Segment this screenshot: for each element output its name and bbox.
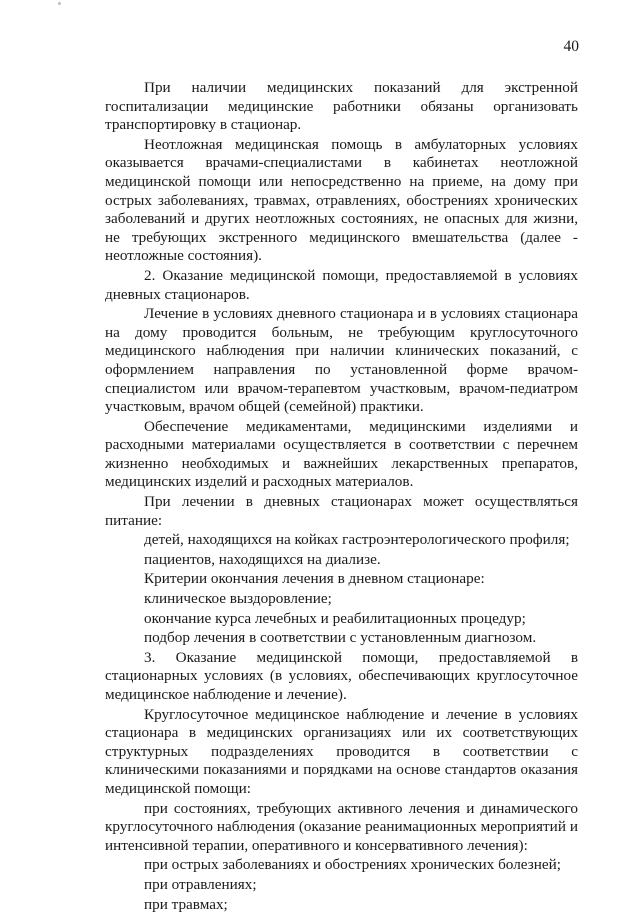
list-item: при травмах;: [144, 895, 228, 913]
list-item: клиническое выздоровление;: [144, 590, 332, 608]
section-heading-paragraph: 2. Оказание медицинской помощи, предоставляемой в условиях дневных стационаров.: [105, 266, 578, 303]
paragraph: Неотложная медицинская помощь в амбулаторных условиях оказывается врачами-специалистами в кабинетах неотложной медицинской помощи или непосредственно на приеме, на дому при острых заболеваниях, травмах, отравлениях, обострениях хронических заболеваний и других неотложных состояниях, не опасных для жизни, не требующих экстренного медицинского вмешательства (далее - неотложные состояния).: [105, 135, 578, 265]
list-item: пациентов, находящихся на диализе.: [144, 550, 381, 568]
paragraph: При лечении в дневных стационарах может осуществляться питание:: [105, 493, 578, 529]
list-item: при отравлениях;: [144, 875, 257, 893]
paragraph: при состояниях, требующих активного лечения и динамического круглосуточного наблюдения (оказание реанимационных мероприятий и интенсивной терапии, оперативного и консервативного лечения):: [105, 799, 578, 854]
list-item: детей, находящихся на койках гастроэнтерологического профиля;: [144, 531, 570, 549]
document-body: [105, 79, 578, 915]
list-item: при острых заболеваниях и обострениях хронических болезней;: [144, 856, 561, 874]
section-heading-paragraph: 3. Оказание медицинской помощи, предоставляемой в стационарных условиях (в условиях, обеспечивающих круглосуточное медицинское наблюдение и лечение).: [105, 648, 578, 703]
paragraph: Обеспечение медикаментами, медицинскими изделиями и расходными материалами осуществляется в соответствии с перечнем жизненно необходимых и важнейших лекарственных препаратов, медицинских изделий и расходных материалов.: [105, 417, 578, 491]
list-item: подбор лечения в соответствии с установленным диагнозом.: [144, 629, 537, 647]
paragraph: Критерии окончания лечения в дневном стационаре:: [144, 570, 485, 588]
paragraph: Круглосуточное медицинское наблюдение и лечение в условиях стационара в медицинских организациях или их соответствующих структурных подразделениях проводится в соответствии с клиническими показаниями и порядками на основе стандартов оказания медицинской помощи:: [105, 705, 578, 797]
paragraph: Лечение в условиях дневного стационара и в условиях стационара на дому проводится больным, не требующим круглосуточного медицинского наблюдения при наличии клинических показаний, с оформлением направления по установленной форме врачом-специалистом или врачом-терапевтом участковым, врачом-педиатром участковым, врачом общей (семейной) практики.: [105, 305, 578, 416]
page-number: 40: [563, 38, 579, 55]
paragraph: При наличии медицинских показаний для экстренной госпитализации медицинские работники обязаны организовать транспортировку в стационар.: [105, 79, 578, 134]
list-item: окончание курса лечебных и реабилитационных процедур;: [144, 609, 526, 627]
scan-speck: [58, 2, 61, 5]
